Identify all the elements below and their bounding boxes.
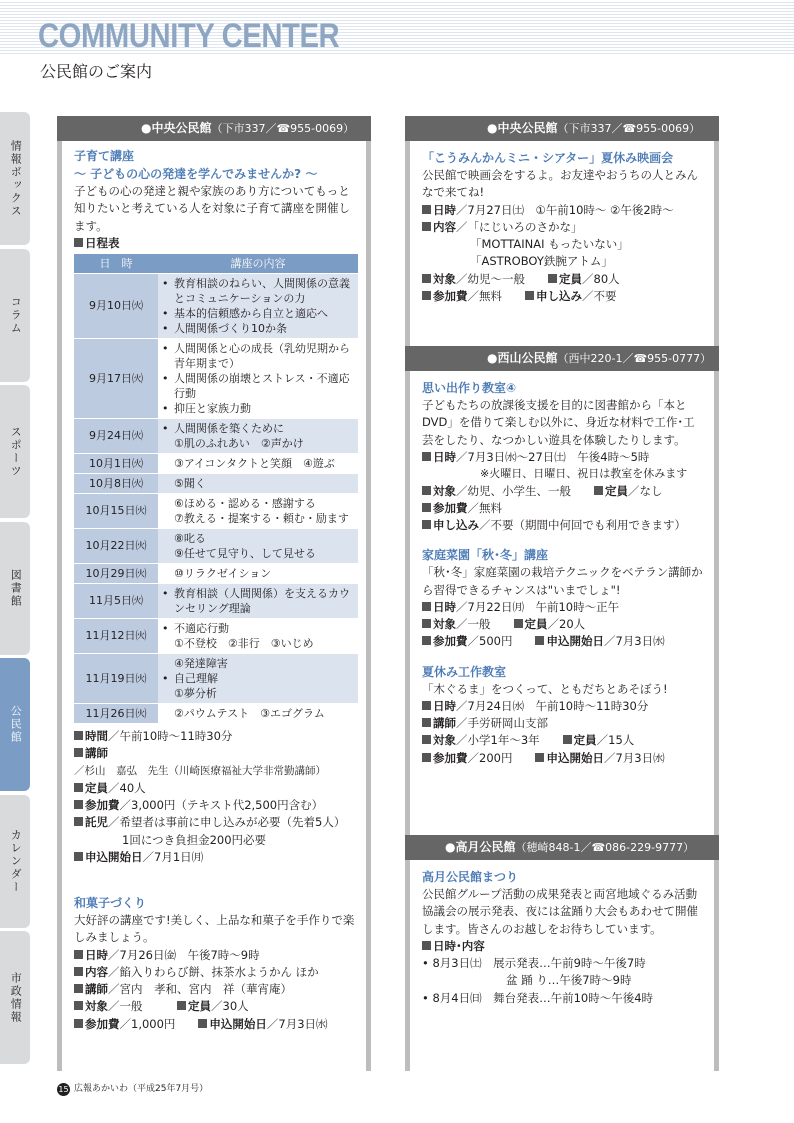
page-number: 15: [58, 1085, 69, 1095]
omoide-title: 思い出作り教室④: [422, 381, 517, 395]
left-column: [57, 116, 371, 1071]
chuo-header-bar-2: ●中央公民館（下市337／☎955-0069）: [405, 116, 719, 141]
schedule-table: [74, 254, 358, 724]
side-tabs: [0, 112, 30, 1068]
table-row: 11月26日㈫ ②パウムテスト ③エゴグラム: [74, 703, 358, 723]
table-row: 10月29日㈫ ⑩リラクゼイション: [74, 563, 358, 583]
takatsuki-panel: 高月公民館まつり 公民館グループ活動の成果発表と両宮地域ぐるみ活動協議会の展示発表、夜には盆踊り大会もあわせて開催します。皆さんのお越しをお待ちしています。 日時･内容 • 8月3日㈯ 展示発表…午前9時～午後7時 盆 踊 り…午後7時～9時 • 8月4日㈰ 舞台発表…午前10時～午後4時: [405, 860, 719, 1071]
table-row: 9月24日㈫ • 人間関係を築くために ①肌のふれあい ②声かけ: [74, 418, 358, 453]
tab-city-info[interactable]: 市政情報: [0, 931, 30, 1064]
tab-sports[interactable]: スポーツ: [0, 385, 30, 518]
th-content: 講座の内容: [158, 254, 358, 273]
page-title: COMMUNITY CENTER: [38, 17, 340, 55]
wagashi-desc: 大好評の講座です!美しく、上品な和菓子を手作りで楽しみましょう。: [74, 913, 355, 945]
theater-title: 「こうみんかんミニ・シアター」夏休み映画会: [422, 151, 674, 165]
nishiyama-panel: 思い出作り教室④ 子どもたちの放課後支援を目的に図書館から「本とDVD」を借りて楽しむ以外に、身近な材料で工作･工芸をしたり、なつかしい遊具を体験したりします。 日時／7月3日㈬～27日㈯ 午後4時～5時 ※火曜日、日曜日、祝日は教室を休みます 対象／幼児、小学生、一般 定員／なし 参加費／無料 申し込み／不要（期間中何回でも利用できます） 家庭菜園「秋･冬」講座 「秋･冬」家庭菜園の栽培テクニックをベテラン講師から習得できるチャンスは"いまでしょ"! 日時／7月22日㈪ 午前10時～正午 対象／一般 定員／20人 参加費／500円 申込開始日／7月3日㈬ 夏休み工作教室 「木ぐるま」をつくって、ともだちとあそぼう! 日時／7月24日㈬ 午前10時～11時30分 講師／手労研岡山支部 対象／小学1年～3年 定員／15人 参加費／200円 申込開始日／7月3日㈬: [405, 371, 719, 835]
right-column: [405, 116, 719, 1071]
table-row: 10月22日㈫ ⑧叱る ⑨任せて見守り、して見せる: [74, 528, 358, 563]
takatsuki-desc: 公民館グループ活動の成果発表と両宮地域ぐるみ活動協議会の展示発表、夜には盆踊り大会もあわせて開催します。皆さんのお越しをお待ちしています。: [422, 887, 698, 936]
chuo-panel: 子育て講座 ～ 子どもの心の発達を学んでみませんか? ～ 子どもの心の発達と親や家族のあり方についてもっと知りたいと考えている人を対象に子育て講座を開催します。 日程表 日 時 講座の内容 9月10日㈫ • 教育相談のねらい、人間関係の意義とコミュニケーションの力 • 基本的信頼感から自立と適応へ • 人間関係づくり10か条 9月17日㈫ • 人間関係と心の成長（乳幼児期から青年期まで） • 人間関係の崩壊とストレス・不適応行動 • 抑圧と家族力動 9月24日㈫ • 人間関係を築くために ①肌のふれあい ②声かけ 10月1日㈫ ③アイコンタクトと笑顔 ④遊ぶ 10月8日㈫ ⑤聞く 10月15日㈫ ⑥ほめる・認める・感謝する ⑦教える・提案する・頼む・励ます 10月22日㈫ ⑧叱る ⑨任せて見守り、して見せる 10月29日㈫ ⑩リラクゼイション 11月5日㈫ • 教育相談（人間関係）を支えるカウンセリング理論 11月12日㈫ • 不適応行動 ①不登校 ②非行 ③いじめ 11月19日㈫ ④発達障害 • 自己理解 ①夢分析 11月26日㈫ ②パウムテスト ③エゴグラム 時間／午前10時～11時30分 講師／杉山 嘉弘 先生（川崎医療福祉大学非常勤講師） 定員／40人 参加費／3,000円（テキスト代2,500円含む） 託児／希望者は事前に申し込みが必要（先着5人） 1回につき負担金200円必要 申込開始日／7月1日㈪ 和菓子づくり 大好評の講座です!美しく、上品な和菓子を手作りで楽しみましょう。 日時／7月26日㈮ 午後7時～9時 内容／餡入りわらび餅、抹茶水ようかん ほか 講師／宮内 孝和、宮内 祥（華宵庵） 対象／一般 定員／30人 参加費／1,000円 申込開始日／7月3日㈬: [57, 141, 371, 1071]
th-date: 日 時: [74, 254, 158, 273]
table-row: 11月5日㈫ • 教育相談（人間関係）を支えるカウンセリング理論: [74, 583, 358, 618]
theater-desc: 公民館で映画会をするよ。お友達やおうちの人とみんなで来てね!: [422, 168, 698, 200]
kosodate-title: 子育て講座: [74, 149, 135, 163]
kosodate-desc: 子どもの心の発達と親や家族のあり方についてもっと知りたいと考えている人を対象に子育て講座を開催します。: [74, 184, 350, 233]
table-row: 11月12日㈫ • 不適応行動 ①不登校 ②非行 ③いじめ: [74, 618, 358, 653]
schedule-label: 日程表: [74, 235, 358, 252]
kosodate-info: 時間／午前10時～11時30分 講師／杉山 嘉弘 先生（川崎医療福祉大学非常勤講師） 定員／40人 参加費／3,000円（テキスト代2,500円含む） 託児／希望者は事前に申し込みが必要（先着5人） 1回につき負担金200円必要 申込開始日／7月1日㈪: [74, 728, 346, 864]
saien-desc: 「秋･冬」家庭菜園の栽培テクニックをベテラン講師から習得できるチャンスは"いまでしょ"!: [422, 565, 703, 597]
table-row: 9月10日㈫ • 教育相談のねらい、人間関係の意義とコミュニケーションの力 • 基本的信頼感から自立と適応へ • 人間関係づくり10か条: [74, 273, 358, 338]
publication-name: 広報あかいわ（平成25年7月号）: [74, 1084, 209, 1094]
kosaku-title: 夏休み工作教室: [422, 664, 507, 679]
tab-info-box[interactable]: 情報ボックス: [0, 112, 30, 245]
tab-library[interactable]: 図書館: [0, 522, 30, 655]
tab-community-center[interactable]: 公民館: [0, 658, 30, 791]
tab-column[interactable]: コラム: [0, 249, 30, 382]
omoide-desc: 子どもたちの放課後支援を目的に図書館から「本とDVD」を借りて楽しむ以外に、身近な材料で工作･工芸をしたり、なつかしい遊具を体験したりします。: [422, 398, 695, 447]
table-row: 11月19日㈫ ④発達障害 • 自己理解 ①夢分析: [74, 653, 358, 703]
table-row: 10月15日㈫ ⑥ほめる・認める・感謝する ⑦教える・提案する・頼む・励ます: [74, 493, 358, 528]
takatsuki-title: 高月公民館まつり: [422, 870, 519, 884]
page-footer: [57, 1083, 208, 1097]
table-row: 10月8日㈫ ⑤聞く: [74, 473, 358, 493]
table-row: 10月1日㈫ ③アイコンタクトと笑顔 ④遊ぶ: [74, 453, 358, 473]
tab-calendar[interactable]: カレンダー: [0, 795, 30, 928]
page-subtitle: 公民館のご案内: [40, 62, 153, 81]
takatsuki-header-bar: ●高月公民館（穂崎848-1／☎086-229-9777）: [405, 835, 719, 860]
wagashi-title: 和菓子づくり: [74, 896, 147, 910]
saien-title: 家庭菜園「秋･冬」講座: [422, 548, 549, 563]
chuo-header-bar: ●中央公民館（下市337／☎955-0069）: [57, 116, 371, 141]
kosaku-desc: 「木ぐるま」をつくって、ともだちとあそぼう!: [422, 681, 668, 696]
table-row: 9月17日㈫ • 人間関係と心の成長（乳幼児期から青年期まで） • 人間関係の崩壊とストレス・不適応行動 • 抑圧と家族力動: [74, 338, 358, 418]
chuo-panel-2: 「こうみんかんミニ・シアター」夏休み映画会 公民館で映画会をするよ。お友達やおうちの人とみんなで来てね! 日時／7月27日㈯ ①午前10時～ ②午後2時～ 内容／「にじいろのさかな」 「MOTTAINAI もったいない」 「ASTROBOY鉄腕アトム」 対象／幼児～一般 定員／80人 参加費／無料 申し込み／不要: [405, 141, 719, 346]
kosodate-subtitle: ～ 子どもの心の発達を学んでみませんか? ～: [74, 167, 318, 181]
nishiyama-header-bar: ●西山公民館（西中220-1／☎955-0777）: [405, 346, 719, 371]
